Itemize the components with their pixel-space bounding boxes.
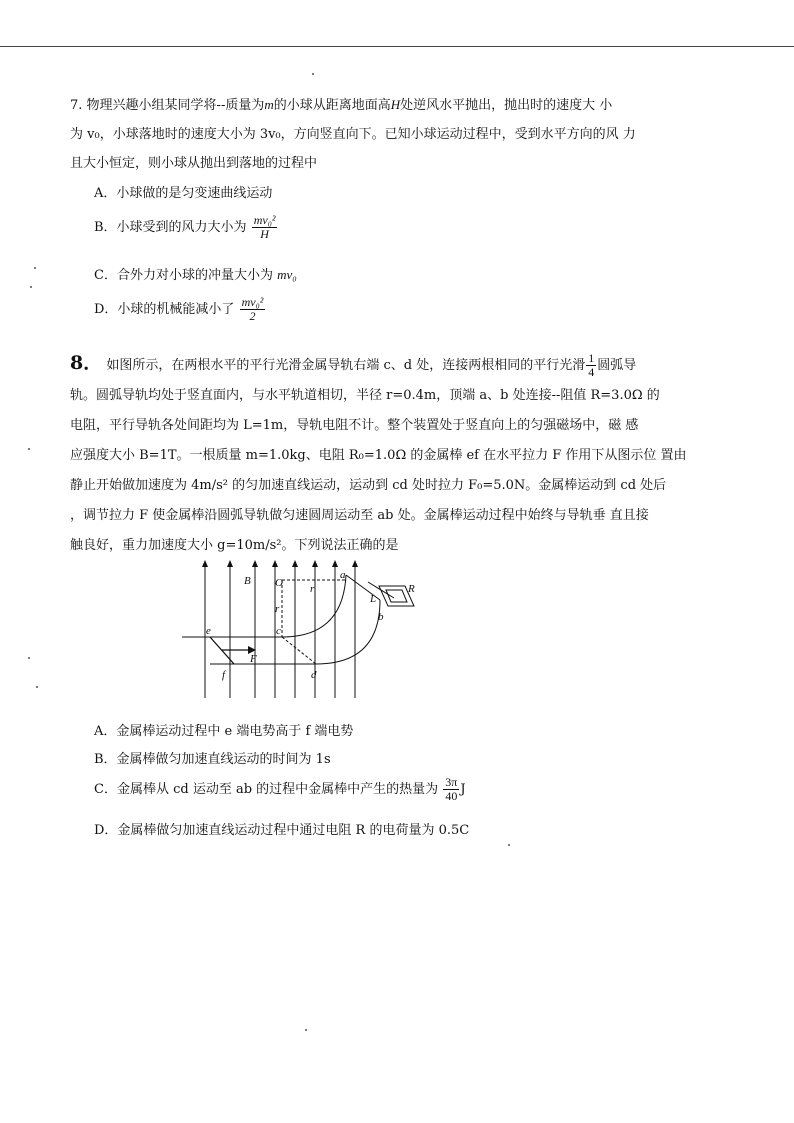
- unit: J: [460, 782, 466, 798]
- field-arrowhead: [202, 560, 208, 567]
- q8-text: ，调节拉力 F 使金属棒沿圆弧导轨做匀速圆周运动至 ab 处。金属棒运动过程中始终与导轨垂 直且接: [70, 508, 649, 523]
- fraction-numerator: 3π: [445, 775, 458, 789]
- q7-number: 7.: [70, 98, 83, 113]
- resistor-inner: [386, 590, 407, 602]
- option-text: A．小球做的是匀变速曲线运动: [94, 186, 273, 201]
- field-arrowhead: [292, 560, 298, 567]
- field-arrowhead: [352, 560, 358, 567]
- label-a: a: [340, 569, 346, 581]
- var-m: m: [264, 97, 274, 112]
- label-l: L: [370, 593, 377, 605]
- scan-speck: [28, 657, 30, 659]
- q8-text: 如图所示，在两根水平的平行光滑金属导轨右端 c、d 处，连接两根相同的平行光滑: [106, 358, 586, 373]
- scan-speck: [30, 286, 32, 288]
- fraction-denominator: 40: [445, 789, 458, 804]
- q8-text: 应强度大小 B=1T。一根质量 m=1.0kg、电阻 R₀=1.0Ω 的金属棒 ef 在水平拉力 F 作用下从图示位 置由: [70, 448, 687, 463]
- q7-option-a: [94, 182, 272, 201]
- q7-option-d: [94, 296, 266, 323]
- option-text: C．金属棒从 cd 运动至 ab 的过程中金属棒中产生的热量为: [94, 782, 439, 798]
- scan-speck: [508, 844, 510, 846]
- q7-text: 的小球从距离地面高: [273, 98, 391, 113]
- field-arrowhead: [272, 560, 278, 567]
- cd-link: [282, 637, 316, 664]
- q7-option-b: [94, 214, 278, 241]
- label-o: O: [275, 577, 283, 589]
- q8-text: 轨。圆弧导轨均处于竖直面内，与水平轨道相切，半径 r=0.4m，顶端 a、b 处连接--阻值 R=3.0Ω 的: [70, 388, 660, 403]
- fraction-numerator: mv₀²: [253, 213, 276, 227]
- q8-text: 电阻，平行导轨各处间距均为 L=1m，导轨电阻不计。整个装置处于竖直向上的匀强磁场中，磁 感: [70, 418, 639, 433]
- q8-option-c: [94, 776, 466, 803]
- label-b-point: b: [378, 611, 384, 623]
- label-r-horizontal: r: [310, 583, 315, 595]
- option-text: D．金属棒做匀加速直线运动过程中通过电阻 R 的电荷量为 0.5C: [94, 823, 470, 838]
- q7-stem: [70, 90, 730, 178]
- label-d: d: [311, 669, 317, 681]
- label-e: e: [206, 625, 211, 637]
- field-arrowhead: [252, 560, 258, 567]
- option-text: C．合外力对小球的冲量大小为: [94, 268, 273, 283]
- fraction-denominator: 4: [588, 365, 595, 379]
- q8-text: 触良好，重力加速度大小 g=10m/s²。下列说法正确的是: [70, 538, 399, 553]
- fraction: [240, 296, 266, 323]
- q8-option-a: [94, 720, 353, 739]
- fraction: [586, 352, 596, 379]
- q8-text: 圆弧导: [597, 358, 637, 373]
- scan-speck: [312, 73, 314, 75]
- label-f-force: F: [250, 653, 257, 665]
- math-expr: mv₀: [277, 267, 297, 282]
- label-b-field: B: [244, 575, 251, 587]
- q7-text: 且大小恒定，则小球从抛出到落地的过程中: [70, 156, 318, 171]
- field-arrowhead: [312, 560, 318, 567]
- fraction: [252, 214, 278, 241]
- option-text: A．金属棒运动过程中 e 端电势高于 f 端电势: [94, 724, 354, 739]
- field-arrowhead: [227, 560, 233, 567]
- q8-option-b: [94, 748, 331, 767]
- fraction: [443, 776, 459, 803]
- option-text: B．小球受到的风力大小为: [94, 220, 247, 236]
- fraction-numerator: mv₀²: [241, 295, 264, 309]
- label-f-point: f: [222, 669, 226, 681]
- label-r-vertical: r: [275, 603, 280, 615]
- q7-option-c: [94, 264, 297, 283]
- scan-speck: [34, 267, 36, 269]
- option-text: B．金属棒做匀加速直线运动的时间为 1s: [94, 752, 331, 767]
- q8-option-d: [94, 819, 469, 838]
- q7-text: 物理兴趣小组某同学将--质量为: [86, 98, 265, 113]
- fraction-numerator: 1: [588, 350, 595, 365]
- q8-figure: [178, 560, 428, 700]
- var-h: H: [390, 97, 401, 112]
- fraction-denominator: H: [260, 227, 269, 242]
- fraction-denominator: 2: [249, 309, 256, 324]
- label-r-resistor: R: [408, 583, 415, 595]
- label-c: c: [276, 625, 281, 637]
- q7-text: 为 v₀，小球落地时的速度大小为 3v₀，方向竖直向下。已知小球运动过程中，受到水平方向的风 力: [70, 127, 636, 142]
- header-rule: [0, 46, 794, 47]
- scan-speck: [36, 686, 38, 688]
- scan-speck: [28, 448, 30, 450]
- field-arrowhead: [332, 560, 338, 567]
- q8-stem: [70, 348, 730, 561]
- q8-text: 静止开始做加速度为 4m/s² 的匀加速直线运动，运动到 cd 处时拉力 F₀=5.0N。金属棒运动到 cd 处后: [70, 478, 667, 493]
- scan-speck: [305, 1029, 307, 1031]
- option-text: D．小球的机械能减小了: [94, 302, 235, 318]
- q7-text: 处逆风水平抛出，抛出时的速度大 小: [400, 98, 613, 113]
- q8-number: 8．: [70, 352, 103, 374]
